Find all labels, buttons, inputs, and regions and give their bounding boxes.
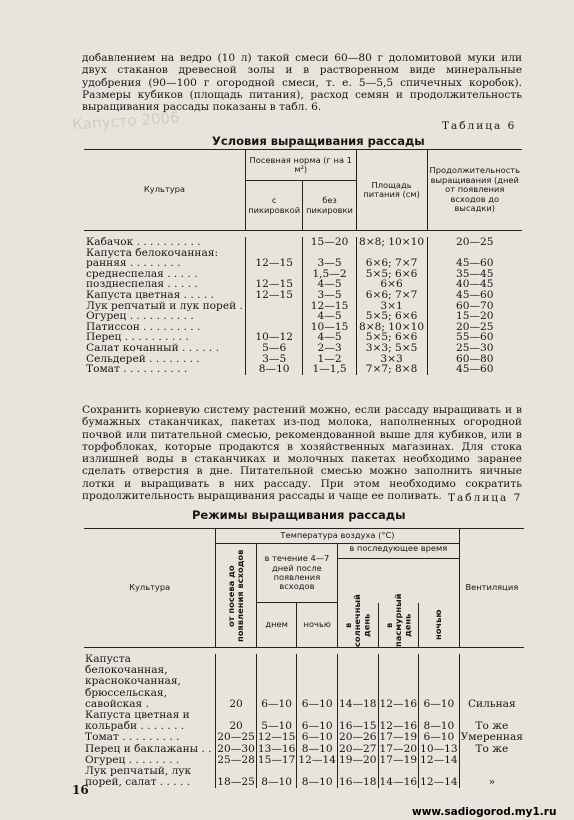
norm-without-picking: 4—5: [303, 279, 356, 290]
crop-name: Огурец . . . . . . . .: [85, 753, 180, 766]
norm-without-picking: 3—5: [303, 258, 356, 269]
temp-night-later: 10—13: [420, 742, 458, 755]
t7-header-ventilation: Вентиляция: [459, 529, 524, 648]
norm-without-picking: 3—5: [303, 290, 356, 301]
norm-with-picking: [245, 301, 303, 312]
header-crop: Культура: [143, 184, 185, 195]
table-row: [84, 364, 522, 375]
norm-without-picking: 15—20: [303, 237, 356, 248]
intro-paragraph: добавлением на ведро (10 л) такой смеси 60—80 г доломитовой муки или двух стаканов древесной золы и в растворенном виде минеральные удобрения (90—100 г огородной смеси, т. е. 5—5,5 спичечных коробок). Размеры кубиков (площадь питания), расход семян и продолжительность выращивания рассады показаны в табл. 6.: [82, 52, 522, 114]
temp-cloudy-day: 17—19: [379, 731, 418, 744]
feeding-area: 8×8; 10×10: [356, 237, 427, 248]
temp-day: 12—15: [257, 731, 296, 744]
crop-name: среднеспелая . . . . .: [86, 268, 198, 280]
temp-night-later: 8—10: [419, 710, 460, 732]
table-row: [84, 710, 524, 732]
ventilation: Сильная: [459, 654, 524, 710]
temp-night: 6—10: [297, 654, 338, 710]
watermark: www.sadiogorod.my1.ru: [412, 806, 557, 818]
temp-from-sowing: 18—25: [216, 766, 257, 788]
seedling-regimes-table: [84, 528, 524, 788]
norm-without-picking: 1—1,5: [303, 364, 356, 375]
temp-cloudy-day: 17—20: [379, 742, 418, 755]
crop-name: ранняя . . . . . . . .: [86, 258, 181, 269]
crop-name: Перец и баклажаны . .: [85, 742, 212, 755]
bleed-through-text: Капусто 2006: [71, 108, 181, 134]
feeding-area: 8×8; 10×10: [356, 322, 427, 333]
crop-name: позднеспелая . . . . .: [86, 279, 198, 290]
temp-day: 5—10: [256, 710, 297, 732]
crop-name: Капуста белокочанная:: [86, 247, 219, 259]
temp-night: 12—14: [298, 753, 336, 766]
norm-with-picking: 3—5: [245, 354, 303, 365]
crop-name: Кабачок . . . . . . . . . .: [86, 237, 201, 248]
norm-with-picking: 8—10: [245, 364, 303, 375]
t7-header-day: днем: [256, 603, 297, 648]
norm-with-picking: 12—15: [245, 290, 303, 301]
norm-without-picking: 1—2: [303, 354, 356, 365]
page-number: 16: [72, 783, 89, 797]
growing-days: 45—60: [427, 290, 522, 301]
growing-days: 60—70: [427, 301, 522, 312]
crop-name: Салат кочанный . . . . . .: [86, 342, 220, 354]
crop-name: Капуста цветная . . . . .: [86, 289, 214, 301]
feeding-area: 5×5; 6×6: [356, 311, 427, 322]
feeding-area: 7×7; 8×8: [356, 364, 427, 375]
feeding-area: 3×3; 5×5: [356, 343, 427, 354]
temp-cloudy-day: 12—16: [378, 710, 419, 732]
table7-label: Таблица 7: [448, 492, 523, 504]
growing-days: 25—30: [427, 343, 522, 354]
norm-without-picking: 12—15: [303, 301, 356, 312]
norm-without-picking: 4—5: [303, 311, 356, 322]
t7-header-night: ночью: [297, 603, 338, 648]
temp-from-sowing: 20: [216, 710, 257, 732]
t7-header-from-sowing: от посева до появления всходов: [225, 549, 246, 642]
feeding-area: 3×1: [356, 301, 427, 312]
temp-cloudy-day: 12—16: [378, 654, 419, 710]
header-without-picking: без пикировки: [303, 181, 356, 231]
header-sowing-norm: Посевная норма (г на 1 м²): [245, 150, 356, 181]
table-row: [84, 654, 524, 710]
crop-name: Перец . . . . . . . . . .: [86, 332, 189, 343]
crop-name: Томат . . . . . . . . .: [85, 731, 180, 744]
t7-header-night2: ночью: [433, 609, 444, 640]
table-row: [84, 237, 522, 248]
norm-with-picking: 10—12: [245, 332, 303, 343]
temp-from-sowing: 25—28: [217, 753, 255, 766]
temp-cloudy-day: 14—16: [378, 766, 419, 788]
temp-from-sowing: 20—25: [217, 731, 255, 744]
growing-days: 15—20: [427, 311, 522, 322]
growing-days: 45—60: [427, 364, 522, 375]
growing-days: 40—45: [427, 279, 522, 290]
feeding-area: 5×5; 6×6: [356, 332, 427, 343]
temp-sunny-day: 16—15: [337, 710, 378, 732]
feeding-area: 6×6; 7×7: [356, 258, 427, 269]
t7-header-crop: Культура: [129, 582, 171, 593]
temp-cloudy-day: 17—19: [379, 753, 418, 766]
body-paragraph: Сохранить корневую систему растений можно, если рассаду выращивать и в бумажных стаканчиках, пакетах из-под молока, наполненных огородной почвой или питательной смесью, рекомендованной выше для кубиков, или в торфоблоках, которые продаются в хозяйственных магазинах. Для стока излишней воды в стаканчиках и молочных пакетах необходимо заранее сделать отверстия в дне. Питательной смесью можно заполнить яичные лотки и выращивать в них рассаду. При этом необходимо сократить продолжительность выращивания рассады и чаще ее поливать.: [82, 404, 522, 503]
temp-night-later: 12—14: [419, 766, 460, 788]
seedling-conditions-table: [84, 149, 522, 375]
table-row: [84, 290, 522, 301]
temp-night-later: 12—14: [420, 753, 458, 766]
temp-night-later: 6—10: [419, 732, 460, 743]
norm-without-picking: 10—15: [303, 322, 356, 333]
norm-without-picking: 4—5: [303, 332, 356, 343]
t7-header-subsequent: в последующее время: [338, 544, 459, 559]
norm-with-picking: 12—15: [245, 279, 303, 290]
crop-name: Сельдерей . . . . . . . .: [86, 353, 200, 365]
header-feeding-area: Площадь питания (см): [356, 150, 427, 231]
temp-sunny-day: 20—26: [338, 731, 377, 744]
ventilation: Умеренная: [460, 731, 523, 744]
temp-day: 8—10: [256, 766, 297, 788]
t7-header-cloudy-day: в пасмурный день: [383, 593, 412, 647]
feeding-area: 6×6: [356, 279, 427, 290]
ventilation: То же: [459, 744, 524, 755]
t7-header-sunny-day: в солнечный день: [342, 593, 372, 647]
t7-header-first-days: в течение 4—7 дней после появления всходов: [256, 544, 337, 603]
temp-night: 6—10: [297, 710, 338, 732]
temp-night: 8—10: [297, 766, 338, 788]
t7-header-air-temp: Температура воздуха (°С): [216, 529, 459, 544]
temp-night: 6—10: [297, 732, 338, 743]
temp-night-later: 6—10: [419, 654, 460, 710]
growing-days: 60—80: [427, 354, 522, 365]
growing-days: 20—25: [427, 237, 522, 248]
temp-from-sowing: 20: [216, 654, 257, 710]
norm-without-picking: 1,5—2: [303, 269, 356, 280]
crop-name: Лук репчатый, лук порей, салат . . . . .: [85, 765, 192, 789]
ventilation: [459, 755, 524, 766]
crop-name: Патиссон . . . . . . . . .: [86, 321, 201, 333]
table-row: [84, 766, 524, 788]
growing-days: 55—60: [427, 332, 522, 343]
growing-days: 35—45: [427, 269, 522, 280]
crop-name: Томат . . . . . . . . . .: [86, 364, 188, 375]
temp-sunny-day: 14—18: [337, 654, 378, 710]
ventilation: »: [459, 766, 524, 788]
ventilation: То же: [459, 710, 524, 732]
crop-name: Капуста белокочанная, краснокочанная, брюссельская, савойская .: [85, 653, 181, 710]
norm-with-picking: 12—15: [245, 258, 303, 269]
temp-from-sowing: 20—30: [217, 742, 255, 755]
table-row: [84, 343, 522, 354]
norm-without-picking: 2—3: [303, 343, 356, 354]
header-with-picking: с пикировкой: [245, 181, 303, 231]
growing-days: 20—25: [427, 322, 522, 333]
temp-day: 13—16: [257, 742, 296, 755]
feeding-area: 6×6; 7×7: [356, 290, 427, 301]
norm-with-picking: [245, 237, 303, 248]
crop-name: Капуста цветная и кольраби . . . . . . .: [85, 709, 190, 733]
header-duration: Продолжительность выращивания (дней от появления всходов до высадки): [427, 150, 522, 231]
table6-label: Таблица 6: [442, 120, 517, 132]
growing-days: 45—60: [427, 258, 522, 269]
temp-sunny-day: 20—27: [338, 742, 377, 755]
norm-with-picking: [245, 311, 303, 322]
feeding-area: 5×5; 6×6: [356, 269, 427, 280]
table-row: [84, 732, 524, 743]
crop-name: Лук репчатый и лук порей .: [86, 300, 243, 312]
norm-with-picking: 5—6: [245, 343, 303, 354]
temp-sunny-day: 16—18: [337, 766, 378, 788]
temp-night: 8—10: [297, 744, 338, 755]
table6-title: Условия выращивания рассады: [212, 134, 425, 148]
temp-day: 15—17: [257, 753, 296, 766]
crop-name: Огурец . . . . . . . . . .: [86, 311, 194, 322]
temp-day: 6—10: [256, 654, 297, 710]
feeding-area: 3×3: [356, 354, 427, 365]
temp-sunny-day: 19—20: [338, 753, 377, 766]
table7-title: Режимы выращивания рассады: [192, 508, 406, 522]
